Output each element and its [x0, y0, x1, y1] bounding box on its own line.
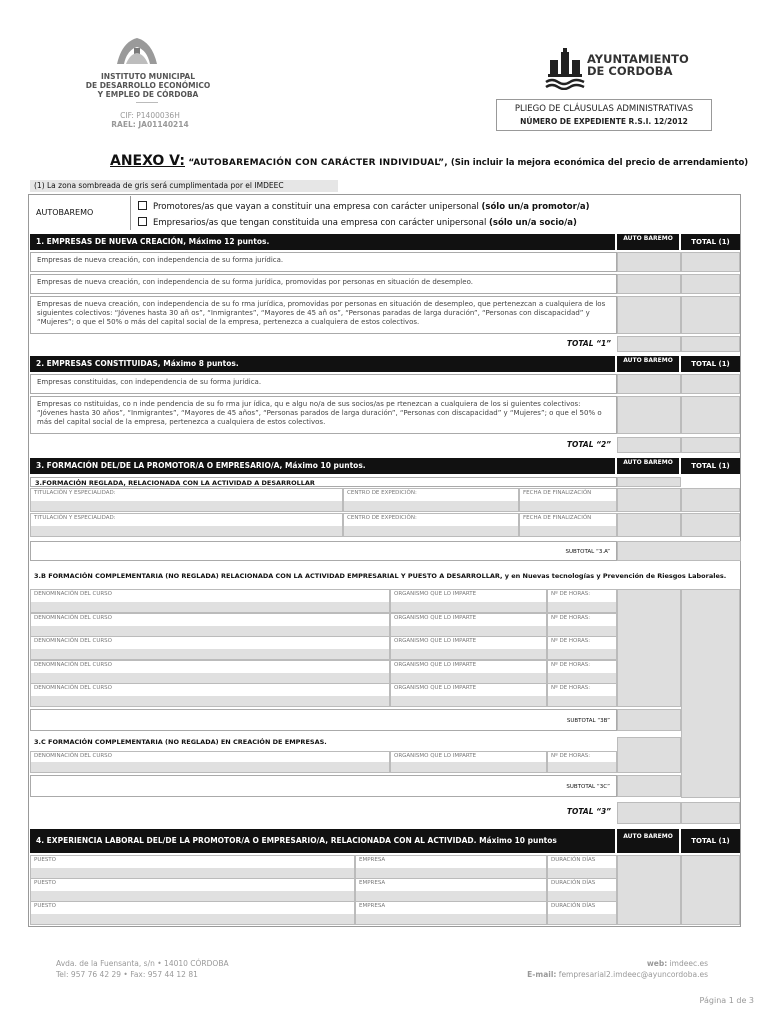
rael-text: RAEL: JA01140214: [111, 120, 189, 129]
ayuntamiento-name: [587, 53, 689, 77]
horas-label: Nº DE HORAS:: [551, 685, 591, 691]
option-promotores-bold: (sólo un/a promotor/a): [481, 202, 590, 212]
web-label: web:: [646, 959, 668, 968]
organismo-field[interactable]: [390, 613, 547, 637]
titulacion-label: TITULACIÓN Y ESPECIALIDAD:: [34, 490, 116, 496]
curso-field[interactable]: [30, 660, 390, 684]
organismo-field[interactable]: [390, 660, 547, 684]
organismo-label: ORGANISMO QUE LO IMPARTE: [394, 638, 477, 644]
total-label: TOTAL (1): [691, 837, 730, 845]
duracion-label: DURACIÓN DÍAS: [551, 903, 596, 909]
section2-header: 2. EMPRESAS CONSTITUIDAS, Máximo 8 puntos.: [30, 356, 615, 372]
option-empresarios-bold: (sólo un/a socio/a): [489, 218, 577, 228]
curso-input[interactable]: [31, 602, 389, 612]
horas-input[interactable]: [548, 762, 616, 772]
total-cell: [681, 437, 740, 453]
duracion-input[interactable]: [548, 891, 616, 901]
curso-label: DENOMINACIÓN DEL CURSO: [34, 638, 112, 644]
total-cell: [681, 589, 740, 798]
section4-header: 4. EXPERIENCIA LABORAL DEL/DE LA PROMOTOR/A O EMPRESARIO/A, RELACIONADA CON AL ACTIVIDAD. Máximo 10 puntos: [30, 829, 615, 853]
auto-cell[interactable]: [617, 296, 681, 334]
horas-label: Nº DE HORAS:: [551, 662, 591, 668]
organismo-field[interactable]: [390, 589, 547, 613]
empresa-field[interactable]: [355, 878, 547, 902]
curso-input[interactable]: [31, 649, 389, 659]
horas-input[interactable]: [548, 626, 616, 636]
fecha-field[interactable]: [519, 488, 617, 512]
total-cell: [681, 488, 740, 512]
total-cell: [681, 802, 740, 824]
empresa-input[interactable]: [356, 914, 546, 924]
empresa-input[interactable]: [356, 868, 546, 878]
section3b-title: 3.B FORMACIÓN COMPLEMENTARIA (NO REGLADA) RELACIONADA CON LA ACTIVIDAD EMPRESARIAL Y PUESTO A DESARROLLAR, y en Nuevas tecnologías y Prevención de Riesgos Laborales.: [34, 572, 727, 580]
ayuntamiento-logo: [544, 46, 586, 90]
curso-field[interactable]: [30, 589, 390, 613]
curso-field[interactable]: [30, 683, 390, 707]
curso-field[interactable]: [30, 636, 390, 660]
auto-cell[interactable]: [617, 374, 681, 394]
page-number: Página 1 de 3: [699, 996, 754, 1005]
auto-baremo-label: AUTO BAREMO: [623, 459, 673, 466]
auto-cell[interactable]: [617, 274, 681, 294]
auto-baremo-label: AUTO BAREMO: [623, 235, 673, 242]
horas-field[interactable]: [547, 589, 617, 613]
section3-total: TOTAL “3”: [566, 807, 611, 816]
page-title: [110, 150, 748, 169]
organismo-input[interactable]: [391, 696, 546, 706]
option-empresarios-text: Empresarios/as que tengan constituida una empresa con carácter unipersonal: [153, 218, 490, 228]
horas-field[interactable]: [547, 660, 617, 684]
auto-cell[interactable]: [617, 396, 681, 434]
puesto-input[interactable]: [31, 868, 354, 878]
total-cell: [681, 296, 740, 334]
section1-total: TOTAL “1”: [566, 339, 611, 348]
imdeec-name-line: Y EMPLEO DE CÓRDOBA: [97, 90, 199, 99]
empresa-label: EMPRESA: [359, 903, 386, 909]
puesto-field[interactable]: [30, 855, 355, 879]
section3c-title: 3.C FORMACIÓN COMPLEMENTARIA (NO REGLADA) EN CREACIÓN DE EMPRESAS.: [34, 738, 327, 746]
auto-baremo-label: AUTO BAREMO: [623, 833, 673, 840]
subtotal-cell[interactable]: [617, 541, 741, 561]
horas-input[interactable]: [548, 696, 616, 706]
centro-input[interactable]: [344, 526, 518, 536]
centro-label: CENTRO DE EXPEDICIÓN:: [347, 490, 417, 496]
horas-label: Nº DE HORAS:: [551, 615, 591, 621]
section4-auto-header: [617, 829, 679, 853]
organismo-input[interactable]: [391, 626, 546, 636]
duracion-field[interactable]: [547, 901, 617, 925]
curso-input[interactable]: [31, 696, 389, 706]
imdeec-name: [78, 72, 218, 99]
organismo-label: ORGANISMO QUE LO IMPARTE: [394, 685, 477, 691]
total-cell: [681, 513, 740, 537]
auto-cell[interactable]: [617, 737, 681, 773]
footer-contact: [470, 958, 708, 980]
puesto-field[interactable]: [30, 878, 355, 902]
auto-cell[interactable]: [617, 477, 681, 487]
checkbox-promotores[interactable]: [138, 201, 147, 210]
curso-field[interactable]: [30, 613, 390, 637]
imdeec-name-line: INSTITUTO MUNICIPAL: [101, 72, 195, 81]
section3-auto-header: [617, 458, 679, 474]
total-cell[interactable]: [617, 437, 681, 453]
address-text: Avda. de la Fuensanta, s/n • 14010 CÓRDOBA: [56, 959, 229, 968]
titulacion-field[interactable]: [30, 488, 343, 512]
pliego-title: PLIEGO DE CLÁUSULAS ADMINISTRATIVAS: [514, 104, 694, 114]
section1-row: Empresas de nueva creación, con independencia de su fo rma jurídica, promovidas por personas en situación de desempleo, que pertenezcan a cualquiera de los siguientes colectivos: “Jóvenes hasta 30 añ os”, “Inmigrantes”, “Mayores de 45 añ os”, “Personas paradas de larga duración”, “Personas con discapacidad” y “Mujeres”; o que el 50% o más del capital social de la empresa, pertenezca a cualquiera de estos colectivos.: [30, 296, 617, 334]
auto-cell[interactable]: [617, 488, 681, 512]
auto-cell[interactable]: [617, 855, 681, 925]
total-label: TOTAL (1): [691, 462, 730, 470]
organismo-field[interactable]: [390, 683, 547, 707]
organismo-input[interactable]: [391, 649, 546, 659]
empresa-field[interactable]: [355, 855, 547, 879]
horas-input[interactable]: [548, 673, 616, 683]
ayuntamiento-line: AYUNTAMIENTO: [587, 52, 689, 66]
empresa-label: EMPRESA: [359, 880, 386, 886]
total-cell: [681, 336, 740, 352]
auto-cell[interactable]: [617, 589, 681, 707]
duracion-input[interactable]: [548, 914, 616, 924]
puesto-label: PUESTO: [34, 880, 56, 886]
section3-header: 3. FORMACIÓN DEL/DE LA PROMOTOR/A O EMPRESARIO/A, Máximo 10 puntos.: [30, 458, 615, 474]
web-line: [470, 958, 708, 969]
organismo-field[interactable]: [390, 751, 547, 773]
section4-total-header: [681, 829, 740, 853]
anexo-note: (Sin incluir la mejora económica del precio de arrendamiento): [447, 158, 749, 168]
centro-field[interactable]: [343, 488, 519, 512]
section2-row: Empresas constituidas, con independencia de su forma jurídica.: [30, 374, 617, 394]
titulacion-field[interactable]: [30, 513, 343, 537]
empresa-input[interactable]: [356, 891, 546, 901]
total-cell: [681, 855, 740, 925]
titulacion-input[interactable]: [31, 526, 342, 536]
total-cell[interactable]: [617, 336, 681, 352]
horas-label: Nº DE HORAS:: [551, 591, 591, 597]
expediente-number: NÚMERO DE EXPEDIENTE R.S.I. 12/2012: [520, 117, 688, 126]
horas-field[interactable]: [547, 751, 617, 773]
section3-total-header: [681, 458, 740, 474]
subtotal-3c: SUBTOTAL “3C”: [30, 775, 617, 797]
curso-field[interactable]: [30, 751, 390, 773]
curso-label: DENOMINACIÓN DEL CURSO: [34, 615, 112, 621]
pliego-box: [496, 99, 712, 131]
ayuntamiento-crest-icon: [544, 46, 586, 90]
organismo-label: ORGANISMO QUE LO IMPARTE: [394, 662, 477, 668]
curso-label: DENOMINACIÓN DEL CURSO: [34, 685, 112, 691]
total-cell[interactable]: [617, 802, 681, 824]
auto-cell[interactable]: [617, 513, 681, 537]
horas-field[interactable]: [547, 613, 617, 637]
horas-field[interactable]: [547, 636, 617, 660]
subtotal-cell[interactable]: [617, 709, 681, 731]
fecha-input[interactable]: [520, 526, 616, 536]
puesto-field[interactable]: [30, 901, 355, 925]
auto-baremo-label: AUTO BAREMO: [623, 357, 673, 364]
subtotal-cell[interactable]: [617, 775, 681, 797]
section3a-title: 3.FORMACIÓN REGLADA, RELACIONADA CON LA ACTIVIDAD A DESARROLLAR: [30, 477, 617, 487]
autobaremo-label: AUTOBAREMO: [30, 196, 131, 230]
horas-field[interactable]: [547, 683, 617, 707]
duracion-label: DURACIÓN DÍAS: [551, 880, 596, 886]
titulacion-input[interactable]: [31, 501, 342, 511]
total-label: TOTAL (1): [691, 238, 730, 246]
email-line: [470, 969, 708, 980]
section1-header: 1. EMPRESAS DE NUEVA CREACIÓN, Máximo 12 puntos.: [30, 234, 615, 250]
duracion-field[interactable]: [547, 855, 617, 879]
empresa-label: EMPRESA: [359, 857, 386, 863]
imdeec-name-line: DE DESARROLLO ECONÓMICO: [85, 81, 211, 90]
cif-text: CIF: P1400036H: [120, 111, 180, 120]
titulacion-label: TITULACIÓN Y ESPECIALIDAD:: [34, 515, 116, 521]
puesto-label: PUESTO: [34, 903, 56, 909]
organismo-input[interactable]: [391, 762, 546, 772]
organismo-field[interactable]: [390, 636, 547, 660]
section2-row: Empresas co nstituidas, co n inde pendencia de su fo rma jur ídica, qu e algu no/a de sus socios/as pe rtenezcan a cualquiera de los si guientes colectivos: “Jóvenes hasta 30 años”, “Inmigrantes”, “Mayores de 45 años”, “Personas parados de larga duración”, “Personas con discapacidad” y “Mujeres”; o que el 50% o más del capital social de la empresa, pertenezca a cualquiera de estos colectivos.: [30, 396, 617, 434]
section2-auto-header: [617, 356, 679, 372]
curso-input[interactable]: [31, 673, 389, 683]
fecha-label: FECHA DE FINALIZACIÓN: [523, 490, 592, 496]
centro-input[interactable]: [344, 501, 518, 511]
section1-row: Empresas de nueva creación, con independencia de su forma jurídica, promovidas por personas en situación de desempleo.: [30, 274, 617, 294]
web-link[interactable]: imdeec.es: [667, 959, 708, 968]
total-cell: [681, 274, 740, 294]
footer-address: [56, 958, 229, 980]
ayuntamiento-line: DE CORDOBA: [587, 64, 673, 78]
section2-total-header: [681, 356, 740, 372]
fecha-label: FECHA DE FINALIZACIÓN: [523, 515, 592, 521]
fecha-input[interactable]: [520, 501, 616, 511]
email-link[interactable]: fempresarial2.imdeec@ayuncordoba.es: [556, 970, 708, 979]
organismo-label: ORGANISMO QUE LO IMPARTE: [394, 591, 477, 597]
imdeec-logo-icon: [112, 34, 162, 70]
empresa-field[interactable]: [355, 901, 547, 925]
auto-cell[interactable]: [617, 252, 681, 272]
puesto-input[interactable]: [31, 914, 354, 924]
cif-block: [95, 111, 205, 129]
duracion-label: DURACIÓN DÍAS: [551, 857, 596, 863]
horas-input[interactable]: [548, 649, 616, 659]
centro-field[interactable]: [343, 513, 519, 537]
phone-text: Tel: 957 76 42 29 • Fax: 957 44 12 81: [56, 970, 198, 979]
organismo-label: ORGANISMO QUE LO IMPARTE: [394, 753, 477, 759]
logo-divider: [136, 102, 158, 103]
horas-input[interactable]: [548, 602, 616, 612]
section1-row: Empresas de nueva creación, con independencia de su forma jurídica.: [30, 252, 617, 272]
curso-label: DENOMINACIÓN DEL CURSO: [34, 753, 112, 759]
total-cell: [681, 252, 740, 272]
centro-label: CENTRO DE EXPEDICIÓN:: [347, 515, 417, 521]
organismo-input[interactable]: [391, 602, 546, 612]
total-cell: [681, 374, 740, 394]
section1-total-header: [681, 234, 740, 250]
option-promotores[interactable]: [138, 201, 590, 212]
subtotal-3a: SUBTOTAL “3.A”: [30, 541, 617, 561]
total-label: TOTAL (1): [691, 360, 730, 368]
option-promotores-text: Promotores/as que vayan a constituir una empresa con carácter unipersonal: [153, 202, 482, 212]
option-empresarios[interactable]: [138, 217, 577, 228]
curso-input[interactable]: [31, 762, 389, 772]
anexo-label: ANEXO V:: [110, 153, 185, 169]
duracion-field[interactable]: [547, 878, 617, 902]
duracion-input[interactable]: [548, 868, 616, 878]
shaded-area-note: (1) La zona sombreada de gris será cumplimentada por el IMDEEC: [30, 180, 338, 192]
section2-total: TOTAL “2”: [566, 440, 611, 449]
fecha-field[interactable]: [519, 513, 617, 537]
total-cell: [681, 396, 740, 434]
subtotal-3b: SUBTOTAL “3B”: [30, 709, 617, 731]
section1-auto-header: [617, 234, 679, 250]
puesto-input[interactable]: [31, 891, 354, 901]
imdeec-logo: [112, 34, 162, 70]
puesto-label: PUESTO: [34, 857, 56, 863]
horas-label: Nº DE HORAS:: [551, 753, 591, 759]
curso-input[interactable]: [31, 626, 389, 636]
organismo-label: ORGANISMO QUE LO IMPARTE: [394, 615, 477, 621]
email-label: E-mail:: [527, 970, 557, 979]
curso-label: DENOMINACIÓN DEL CURSO: [34, 591, 112, 597]
curso-label: DENOMINACIÓN DEL CURSO: [34, 662, 112, 668]
checkbox-empresarios[interactable]: [138, 217, 147, 226]
horas-label: Nº DE HORAS:: [551, 638, 591, 644]
organismo-input[interactable]: [391, 673, 546, 683]
anexo-title: “AUTOBAREMACIÓN CON CARÁCTER INDIVIDUAL”,: [185, 158, 448, 168]
